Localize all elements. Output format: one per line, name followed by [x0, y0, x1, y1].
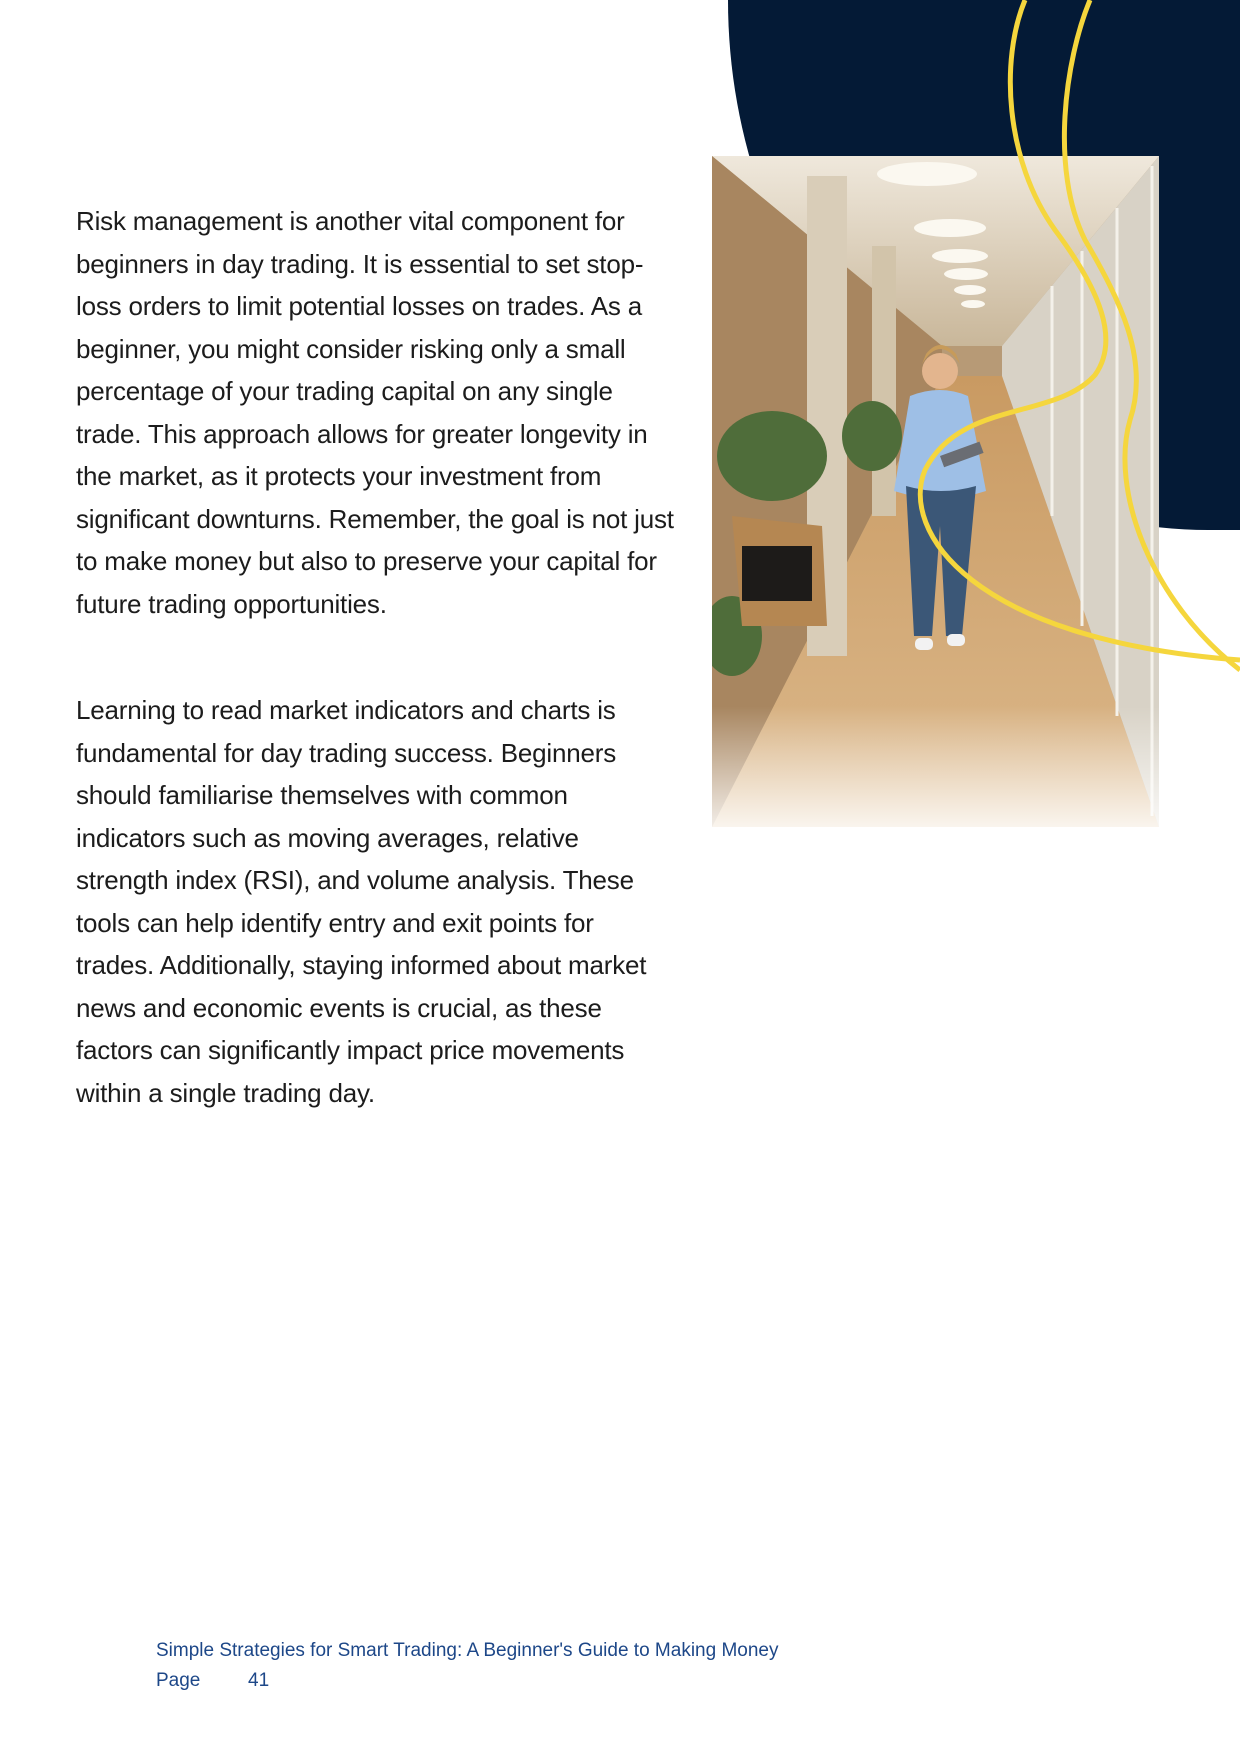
- page-footer: [156, 1636, 779, 1696]
- body-text: [76, 200, 676, 1178]
- page-number: 41: [248, 1670, 270, 1691]
- footer-book-title: Simple Strategies for Smart Trading: A Beginner's Guide to Making Money: [156, 1640, 779, 1661]
- page-label: Page: [156, 1670, 201, 1691]
- paragraph-risk-management: Risk management is another vital component for beginners in day trading. It is essential to set stop-loss orders to limit potential losses on trades. As a beginner, you might consider risking only a small percentage of your trading capital on any single trade. This approach allows for greater longevity in the market, as it protects your investment from significant downturns. Remember, the goal is not just to make money but also to preserve your capital for future trading opportunities.: [76, 206, 674, 619]
- footer-page-line: [156, 1666, 779, 1696]
- office-corridor-photo: [712, 156, 1159, 827]
- paragraph-market-indicators: Learning to read market indicators and charts is fundamental for day trading success. Beginners should familiarise themselves with common indicators such as moving averages, relative strength index (RSI), and volume analysis. These tools can help identify entry and exit points for trades. Additionally, staying informed about market news and economic events is crucial, as these factors can significantly impact price movements within a single trading day.: [76, 695, 647, 1108]
